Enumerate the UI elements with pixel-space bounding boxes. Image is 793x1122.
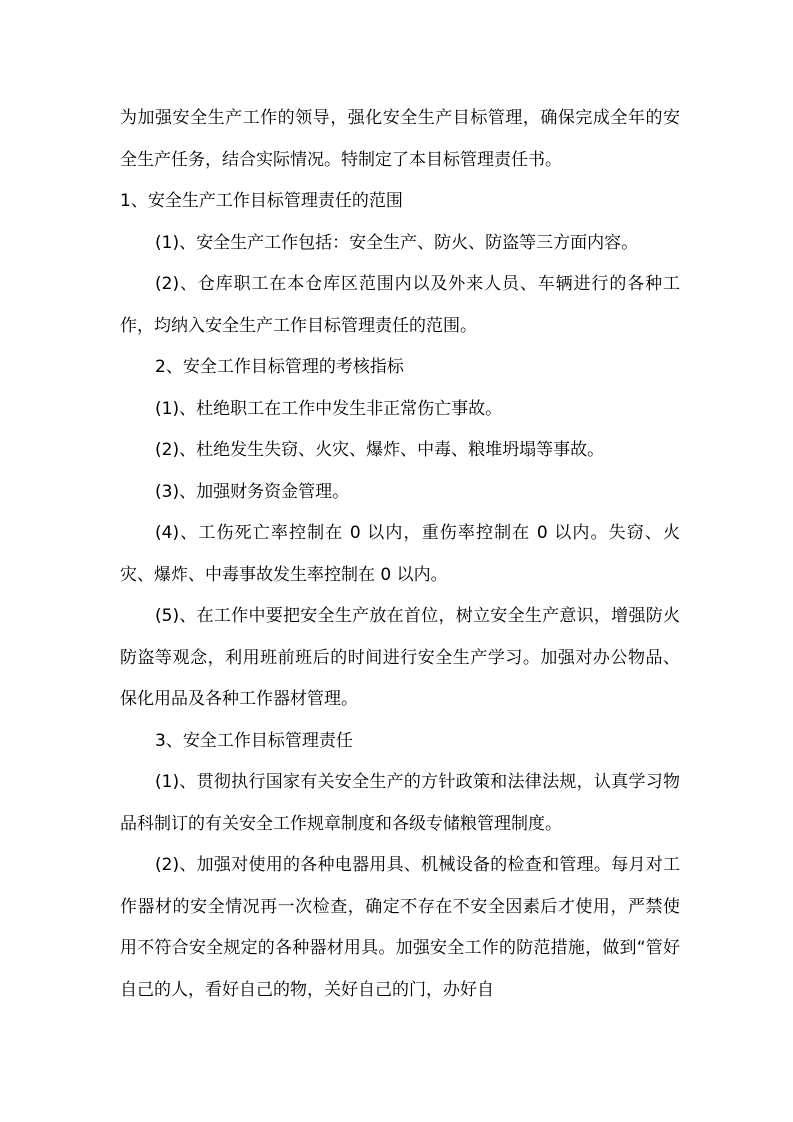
section-2-item-2: (2)、杜绝发生失窃、火灾、爆炸、中毒、粮堆坍塌等事故。 bbox=[155, 440, 605, 460]
section-3-heading: 3、安全工作目标管理责任 bbox=[155, 730, 353, 751]
section-2-item-3: (3)、加强财务资金管理。 bbox=[155, 481, 350, 502]
document-body bbox=[120, 98, 680, 1011]
section-2-heading: 2、安全工作目标管理的考核指标 bbox=[155, 357, 404, 377]
section-2-item-5: (5)、在工作中要把安全生产放在首位，树立安全生产意识，增强防火防盗等观念，利用班前班后的时间进行安全生产学习。加强对办公物品、保化用品及各种工作器材管理。 bbox=[120, 606, 680, 709]
section-3-item-1: (1)、贯彻执行国家有关安全生产的方针政策和法律法规，认真学习物品科制订的有关安全工作规章制度和各级专储粮管理制度。 bbox=[120, 772, 680, 834]
intro-paragraph: 为加强安全生产工作的领导，强化安全生产目标管理，确保完成全年的安全生产任务，结合实际情况。特制定了本目标管理责任书。 bbox=[120, 108, 680, 170]
section-3-item-2: (2)、加强对使用的各种电器用具、机械设备的检查和管理。每月对工作器材的安全情况再一次检查，确定不存在不安全因素后才使用，严禁使用不符合安全规定的各种器材用具。加强安全工作的防范措施，做到“管好自己的人，看好自己的物，关好自己的门，办好自 bbox=[120, 855, 680, 1000]
section-1-item-1: (1)、安全生产工作包括：安全生产、防火、防盗等三方面内容。 bbox=[155, 232, 639, 253]
section-1-item-2: (2)、仓库职工在本仓库区范围内以及外来人员、车辆进行的各种工作，均纳入安全生产工作目标管理责任的范围。 bbox=[120, 274, 680, 336]
section-2-item-4: (4)、工伤死亡率控制在 0 以内，重伤率控制在 0 以内。失窃、火灾、爆炸、中毒事故发生率控制在 0 以内。 bbox=[120, 523, 680, 585]
section-1-heading: 1、安全生产工作目标管理责任的范围 bbox=[120, 191, 403, 211]
section-2-item-1: (1)、杜绝职工在工作中发生非正常伤亡事故。 bbox=[155, 398, 503, 419]
